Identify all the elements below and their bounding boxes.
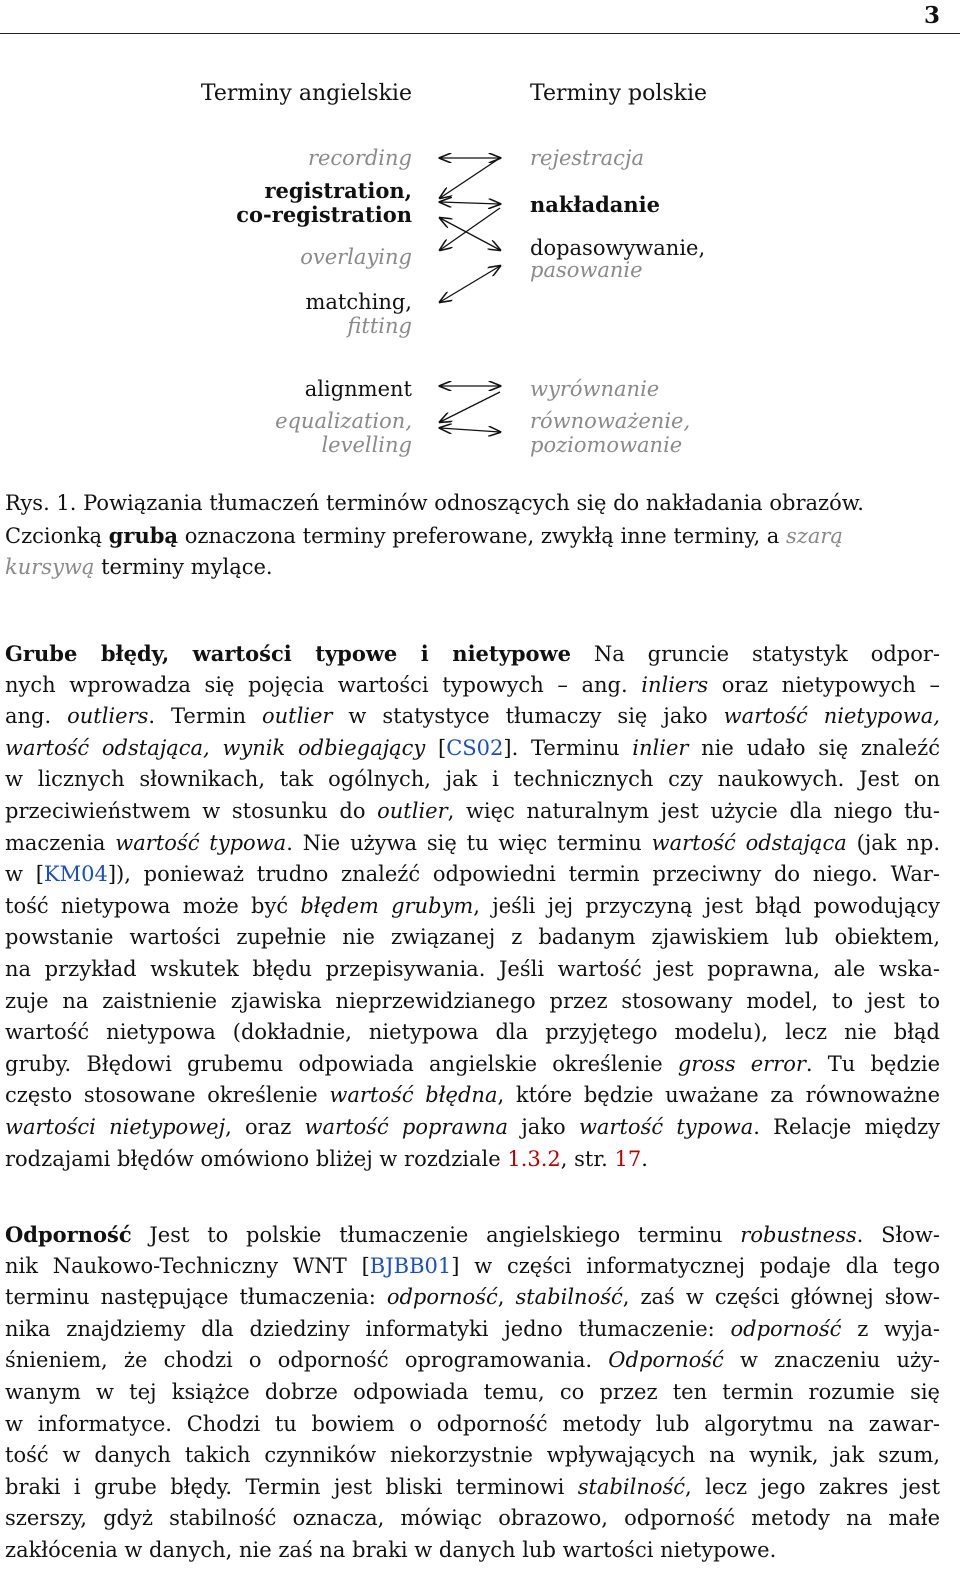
term-overlaying: overlaying bbox=[300, 245, 412, 269]
line bbox=[5, 1377, 940, 1409]
caption-line-2 bbox=[5, 520, 940, 553]
text: Na gruncie statystyk odpor- bbox=[570, 642, 940, 666]
line bbox=[5, 1112, 940, 1144]
term-nakladanie: nakładanie bbox=[530, 192, 661, 217]
term-poziomowanie: poziomowanie bbox=[530, 433, 683, 457]
italic: Odporność bbox=[608, 1348, 724, 1373]
text: w [ bbox=[5, 862, 44, 887]
text: tość w danych takich czynników niekorzystnie wpływających na wynik, jak szum, bbox=[5, 1443, 940, 1468]
text: z wyja- bbox=[841, 1316, 940, 1341]
text: . Słow- bbox=[856, 1223, 940, 1247]
caption-line-1: Rys. 1. Powiązania tłumaczeń terminów odnoszących się do nakładania obrazów. bbox=[5, 491, 864, 515]
line bbox=[5, 1503, 940, 1535]
text: ang. bbox=[5, 704, 68, 729]
text: (jak np. bbox=[846, 830, 941, 855]
page-number: 3 bbox=[923, 2, 940, 29]
section-ref-link[interactable]: 1.3.2 bbox=[507, 1146, 561, 1171]
italic: wartość odstająca, wynik odbiegający bbox=[5, 735, 426, 760]
arrow-equalization-wyrownanie bbox=[440, 392, 500, 422]
italic: gross error bbox=[677, 1051, 806, 1076]
text: , jeśli jej przyczyną jest błąd powodujący bbox=[473, 893, 940, 918]
text: . Termin bbox=[148, 704, 262, 729]
text: w informatyce. Chodzi tu bowiem o odporność metody lub algorytmu na zawar- bbox=[5, 1411, 940, 1436]
text: . Nie używa się tu więc terminu bbox=[286, 830, 652, 855]
italic: outlier bbox=[377, 798, 448, 823]
line bbox=[5, 954, 940, 986]
line bbox=[5, 891, 940, 923]
line bbox=[5, 1472, 940, 1504]
term-dopasowywanie: dopasowywanie, bbox=[530, 236, 706, 260]
italic: robustness bbox=[740, 1223, 857, 1247]
italic: wartość odstająca bbox=[651, 830, 847, 855]
text: zuje na zaistnienie zjawiska nieprzewidzianego przez stosowany model, to jest to bbox=[5, 988, 940, 1013]
arrow-equalization-rownowazenie bbox=[440, 428, 500, 432]
text: . Relacje między bbox=[753, 1114, 941, 1139]
text: wartość nietypowa (dokładnie, nietypowa dla przyjętego modelu), lecz nie błąd bbox=[5, 1020, 940, 1045]
text: wanym w tej książce dobrze odpowiada temu, co przez ten termin rozumie się bbox=[5, 1379, 940, 1404]
figure-caption bbox=[5, 488, 940, 584]
italic: stabilność bbox=[577, 1474, 686, 1499]
arrow-matching-pasowanie bbox=[440, 266, 500, 302]
line bbox=[5, 922, 940, 954]
text: braki i grube błędy. Termin jest bliski terminowi bbox=[5, 1474, 578, 1499]
caption-bold: grubą bbox=[108, 522, 179, 548]
italic: inliers bbox=[641, 672, 709, 697]
line bbox=[5, 1440, 940, 1472]
term-recording: recording bbox=[307, 146, 412, 170]
term-matching: matching, bbox=[305, 290, 412, 314]
line bbox=[5, 859, 940, 891]
line bbox=[5, 1282, 940, 1314]
text: , bbox=[497, 1285, 516, 1310]
text: nie udało się znaleźć bbox=[688, 735, 940, 760]
page-ref-link[interactable]: 17 bbox=[614, 1146, 642, 1171]
arrow-overlaying-dopasowywanie bbox=[440, 218, 500, 250]
italic: wartość poprawna bbox=[304, 1114, 509, 1139]
text: , które będzie uważane za równoważne bbox=[497, 1083, 941, 1108]
line bbox=[5, 828, 940, 860]
italic: outlier bbox=[261, 704, 333, 729]
line bbox=[5, 796, 940, 828]
translation-arrows-diagram bbox=[430, 140, 520, 450]
term-coregistration: co-registration bbox=[236, 202, 412, 227]
arrow-overlaying-nakladanie bbox=[440, 208, 500, 250]
italic: stabilność bbox=[515, 1285, 623, 1310]
italic: wartości nietypowej bbox=[5, 1114, 226, 1139]
italic: wartość nietypowa, bbox=[723, 704, 940, 729]
line bbox=[5, 733, 940, 765]
line bbox=[5, 764, 940, 796]
text: w znaczeniu uży- bbox=[723, 1348, 940, 1373]
text: szerszy, gdyż stabilność oznacza, mówiąc obrazowo, odporność metody na małe bbox=[5, 1506, 940, 1531]
italic: outliers bbox=[67, 704, 149, 729]
text: [ bbox=[425, 735, 447, 760]
text: oraz nietypowych – bbox=[708, 672, 940, 697]
italic: wartość błędna bbox=[329, 1083, 498, 1108]
term-pasowanie: pasowanie bbox=[530, 258, 643, 282]
italic: wartość typowa bbox=[115, 830, 287, 855]
citation-link-cs02[interactable]: CS02 bbox=[446, 735, 504, 760]
line bbox=[5, 1251, 940, 1283]
citation-link-km04[interactable]: KM04 bbox=[43, 862, 108, 887]
text: , zaś w części głównej słow- bbox=[622, 1285, 940, 1310]
text: zakłócenia w danych, nie zaś na braki w danych lub wartości nietypowe. bbox=[5, 1537, 777, 1562]
header-english-terms: Terminy angielskie bbox=[200, 81, 412, 106]
italic: inlier bbox=[632, 735, 689, 760]
section-heading-outliers: Grube błędy, wartości typowe i nietypowe bbox=[5, 641, 571, 666]
term-levelling: levelling bbox=[321, 433, 412, 457]
text: nika znajdziemy dla dziedziny informatyki jedno tłumaczenie: bbox=[5, 1316, 731, 1341]
text: ] w części informatycznej podaje dla tego bbox=[451, 1253, 940, 1278]
text: tość nietypowa może być bbox=[5, 893, 301, 918]
line bbox=[5, 986, 940, 1018]
text: maczenia bbox=[5, 830, 116, 855]
header-rule bbox=[0, 33, 960, 34]
text: Jest to polskie tłumaczenie angielskiego terminu bbox=[131, 1223, 741, 1247]
caption-gray-italic: kursywą bbox=[5, 555, 95, 580]
text: jako bbox=[508, 1114, 579, 1139]
term-equalization: equalization, bbox=[275, 409, 412, 433]
term-rejestracja: rejestracja bbox=[530, 146, 644, 170]
term-fitting: fitting bbox=[347, 314, 412, 338]
text: . Tu będzie bbox=[805, 1051, 941, 1076]
line bbox=[5, 1409, 940, 1441]
text: nych wprowadza się pojęcia wartości typowych – ang. bbox=[5, 672, 642, 697]
citation-link-bjbb01[interactable]: BJBB01 bbox=[369, 1253, 452, 1278]
text: powstanie wartości zupełnie nie związanej z badanym zjawiskiem lub obiektem, bbox=[5, 925, 940, 950]
arrow-registration-nakladanie bbox=[440, 202, 500, 204]
line bbox=[5, 638, 940, 670]
caption-text: terminy mylące. bbox=[94, 555, 273, 580]
text: . bbox=[641, 1146, 648, 1171]
text: ]. Terminu bbox=[503, 735, 633, 760]
text: śnieniem, że chodzi o odporność oprogramowania. bbox=[5, 1348, 609, 1373]
term-wyrownanie: wyrównanie bbox=[530, 377, 660, 401]
italic: wartość typowa bbox=[578, 1114, 754, 1139]
term-rownowazenie: równoważenie, bbox=[530, 409, 691, 433]
text: w licznych słownikach, tak ogólnych, jak i technicznych czy naukowych. Jest on bbox=[5, 767, 940, 792]
text: , oraz bbox=[225, 1114, 305, 1139]
caption-text: oznaczona terminy preferowane, zwykłą inne terminy, a bbox=[178, 523, 787, 548]
header-polish-terms: Terminy polskie bbox=[530, 81, 708, 106]
arrow-registration-rejestracja bbox=[440, 158, 500, 198]
section-robustness bbox=[5, 1219, 940, 1567]
section-outliers bbox=[5, 638, 940, 1175]
term-registration: registration, bbox=[264, 178, 412, 203]
italic: błędem grubym bbox=[300, 893, 474, 918]
text: często stosowane określenie bbox=[5, 1083, 330, 1108]
line bbox=[5, 1314, 940, 1346]
text: terminu następujące tłumaczenia: bbox=[5, 1285, 387, 1310]
text: nik Naukowo-Techniczny WNT [ bbox=[5, 1253, 370, 1278]
line bbox=[5, 1535, 940, 1567]
caption-gray-italic: szarą bbox=[786, 523, 843, 548]
italic: odporność bbox=[386, 1285, 498, 1310]
line bbox=[5, 670, 940, 702]
term-alignment: alignment bbox=[304, 377, 412, 401]
line bbox=[5, 701, 940, 733]
text: ]), ponieważ trudno znaleźć odpowiedni termin przeciwny do niego. War- bbox=[107, 862, 941, 887]
text: na przykład wskutek błędu przepisywania. Jeśli wartość jest poprawna, ale wska- bbox=[5, 956, 940, 981]
caption-text: Czcionką bbox=[5, 523, 109, 548]
line bbox=[5, 1049, 940, 1081]
text: , lecz jego zakres jest bbox=[685, 1474, 941, 1499]
caption-line-3 bbox=[5, 552, 940, 584]
italic: odporność bbox=[730, 1316, 842, 1341]
text: , więc naturalnym jest użycie dla niego tłu- bbox=[447, 798, 941, 823]
text: rodzajami błędów omówiono bliżej w rozdziale bbox=[5, 1146, 508, 1171]
line bbox=[5, 1080, 940, 1112]
section-heading-robustness: Odporność bbox=[5, 1222, 132, 1247]
text: przeciwieństwem w stosunku do bbox=[5, 798, 378, 823]
line bbox=[5, 1017, 940, 1049]
line bbox=[5, 1345, 940, 1377]
text: w statystyce tłumaczy się jako bbox=[332, 704, 724, 729]
text: gruby. Błędowi grubemu odpowiada angielskie określenie bbox=[5, 1051, 678, 1076]
line bbox=[5, 1219, 940, 1251]
text: , str. bbox=[560, 1146, 615, 1171]
line bbox=[5, 1144, 940, 1176]
